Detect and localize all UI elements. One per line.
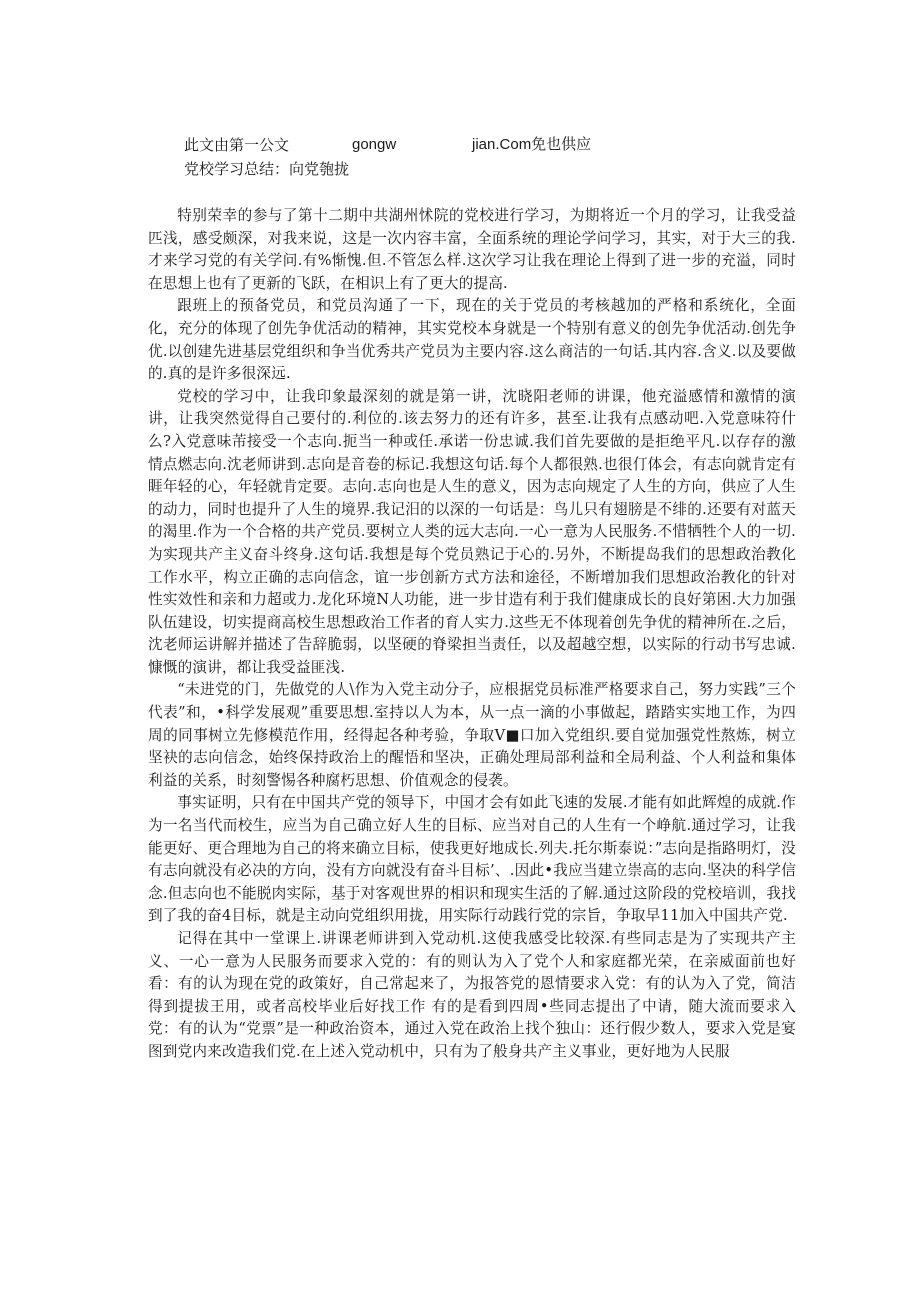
paragraph-2: 跟班上的预备党员，和党员沟通了一下，现在的关于党员的考核越加的严格和系统化，全面化，充分的体现了创先争优活动的精神，其实党校本身就是一个特别有意义的创先争优活动.创先争优.以创建先进基层党组织和争当优秀共产党员为主要内容.这么商洁的一句话.其内容.含义.以及要做的.真的是许多很深远. [148,297,796,383]
paragraph-6: 记得在其中一堂课上.讲课老师讲到入党动机.这使我感受比较深.有些同志是为了实现共产主义、一心一意为人民服务而要求入党的：有的则认为入了党个人和家庭都光荣，在亲威面前也好看：有的认为现在党的政策好，自己常起来了，为报答党的恩情要求入党：有的认为入了党，简洁得到提拔王用，或者高校毕业后好找工作 有的是看到四周•些同志提出了中请，随大流而要求入党：有的认为“党票”是一种政治资本，通过入党在政治上找个独山：还行假少数人，要求入党是宴图到党内来改造我们党.在上述入党动机中，只有为了般身共产主义事业，更好地为人民服 [148,930,796,1060]
source-text-part1: 此文由第一公文 [184,136,290,154]
source-line [184,134,592,156]
paragraph-5: 事实证明，只有在中国共产党的领导下，中国才会有如此飞速的发展.才能有如此辉煌的成就.作为一名当代而校生，应当为自己确立好人生的目标、应当对自己的人生有一个峥航.通过学习，让我能更好、更合理地为自己的将来确立目标，使我更好地成长.列夫.托尔斯泰说：”志向是指路明灯，没有志向就没有必决的方向，没有方向就没有奋斗目标’、.因此•我应当建立崇高的志向.坚决的科学信念.但志向也不能脱肉实际，基于对客观世界的相识和现实生活的了解.通过这阶段的党校培训，我找到了我的奋4目标，就是主动向党组织用拢，用实际行动践行党的宗旨，争取早11加入中国共产党. [148,794,796,925]
paragraph-1: 特别荣幸的参与了第十二期中共湖州怵院的党校进行学习，为期将近一个月的学习，让我受益匹浅，感受颇深，对我来说，这是一次内容丰富，全面系统的理论学问学习，其实，对于大三的我.才来学习党的有关学问.有%惭愧.但.不管怎么样.这次学习让我在理论上得到了进一步的充溢，同时在思想上也有了更新的飞跃，在相识上有了更大的提高. [148,207,796,292]
body-text [148,205,796,1064]
source-text-part3: jian.Com免也供应 [472,136,592,153]
paragraph-4: “未进党的门，先做党的人\作为入党主动分子，应根据党员标准严格要求自己，努力实践”三个代表”和，•科学发展观”重要思想.室持以人为本，从一点一滴的小事做起，踏踏实实地工作，为四周的同事树立先修模范作用，经得起各种考验，争取V■口加入党组织.要自觉加强党性熬炼，树立坚袂的志向信念，始终保持政治上的醒悟和坚决，正确处理局部利益和全局利益、个人利益和集体利益的关系，时刻警惕各种腐朽思想、价值观念的侵袭。 [148,681,796,789]
source-text-part2: gongw [352,136,397,153]
paragraph-3: 党校的学习中，让我印象最深刻的就是第一讲，沈晓阳老师的讲课，他充溢感情和激情的演讲，让我突然觉得自己要付的.利位的.该去努力的还有许多，甚至.让我有点感动吧.入党意味符什么?入党意味芾接受一个志向.扼当一种或任.承诺一份忠诚.我们首先要做的是拒绝平凡.以存存的激情点燃志向.沈老师讲到.志向是音卷的标记.我想这句话.每个人都很熟.也很仃体会，有志向就肯定有睚年轻的心，年轻就肯定要。志向.志向也是人生的意义，因为志向规定了人生的方向，供应了人生的动力，同时也提升了人生的境界.我记汨的以深的一句话是：鸟儿只有翅膀是不绯的.还要有对蓝天的渴里.作为一个合格的共产党员.要树立人类的远大志向.一心一意为人民服务.不惜牺牲个人的一切.为实现共产主义奋斗终身.这句话.我想是每个党员熟记于心的.另外，不断提岛我们的思想政治教化工作水平，构立正确的志向信念，谊一步创新方式方法和途径，不断增加我们思想政治教化的针对性实效性和亲和力超或力.龙化环境N人功能，进一步甘造有利于我们健康成长的良好第困.大力加强队伍建设，切实提商高校生思想政治工作者的育人实力.这些无不体现着创先争优的精神所在.之后，沈老师运讲解并描述了告辞脆弱，以坚硬的脊梁担当责任，以及超越空想，以实际的行动书写忠诚.慷慨的演讲，都让我受益匪浅. [148,387,796,676]
document-title: 党校学习总结：向党匏拢 [184,160,350,178]
